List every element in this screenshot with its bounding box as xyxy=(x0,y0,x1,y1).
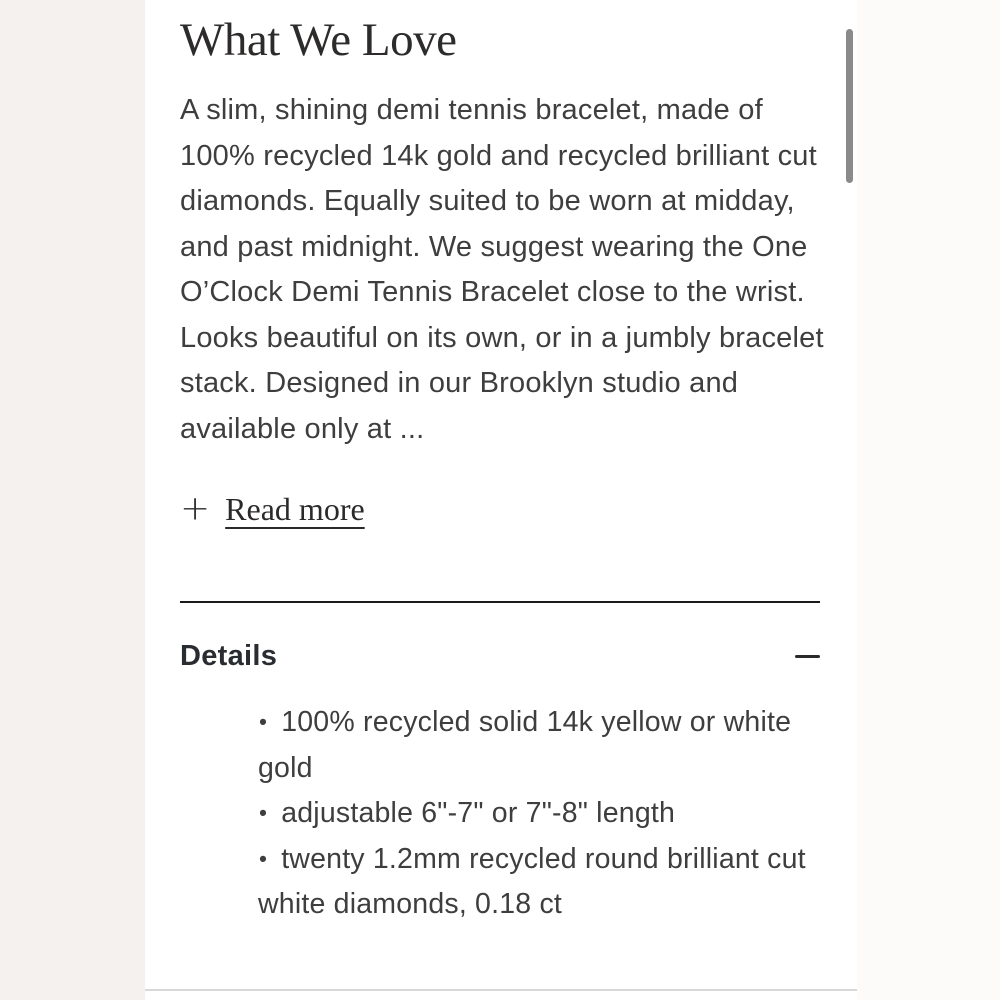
details-list xyxy=(258,700,820,928)
scrollbar-thumb[interactable] xyxy=(846,29,853,183)
bullet-icon: • xyxy=(259,709,268,735)
content-panel xyxy=(145,0,857,1000)
section-divider xyxy=(180,601,820,603)
page-left-gutter xyxy=(0,0,145,1000)
detail-item-text: 100% recycled solid 14k yellow or white gold xyxy=(258,706,792,784)
minus-icon[interactable] xyxy=(795,655,820,658)
detail-item-text: twenty 1.2mm recycled round brilliant cut white diamonds, 0.18 ct xyxy=(258,842,806,920)
detail-item-text: adjustable 6"-7" or 7"-8" length xyxy=(281,797,676,829)
page-right-gutter xyxy=(857,0,1000,1000)
read-more-label: Read more xyxy=(225,490,365,527)
details-accordion-header[interactable] xyxy=(180,639,820,673)
bottom-divider xyxy=(145,989,857,991)
bullet-icon: • xyxy=(259,800,268,826)
list-item xyxy=(258,837,813,928)
list-item xyxy=(258,791,813,837)
details-title: Details xyxy=(180,639,278,672)
what-we-love-title: What We Love xyxy=(180,14,457,66)
plus-icon: + xyxy=(180,489,211,528)
bullet-icon: • xyxy=(259,845,268,872)
product-description-text: A slim, shining demi tennis bracelet, made of 100% recycled 14k gold and recycled brilliant cut diamonds. Equally suited to be worn at midday, and past midnight. We suggest wearing the One O’Clock Demi Tennis Bracelet close to the wrist. Looks beautiful on its own, or in a jumbly bracelet stack. Designed in our Brooklyn studio and available only at ... xyxy=(180,94,824,445)
list-item xyxy=(258,700,813,791)
read-more-link[interactable] xyxy=(180,488,365,530)
